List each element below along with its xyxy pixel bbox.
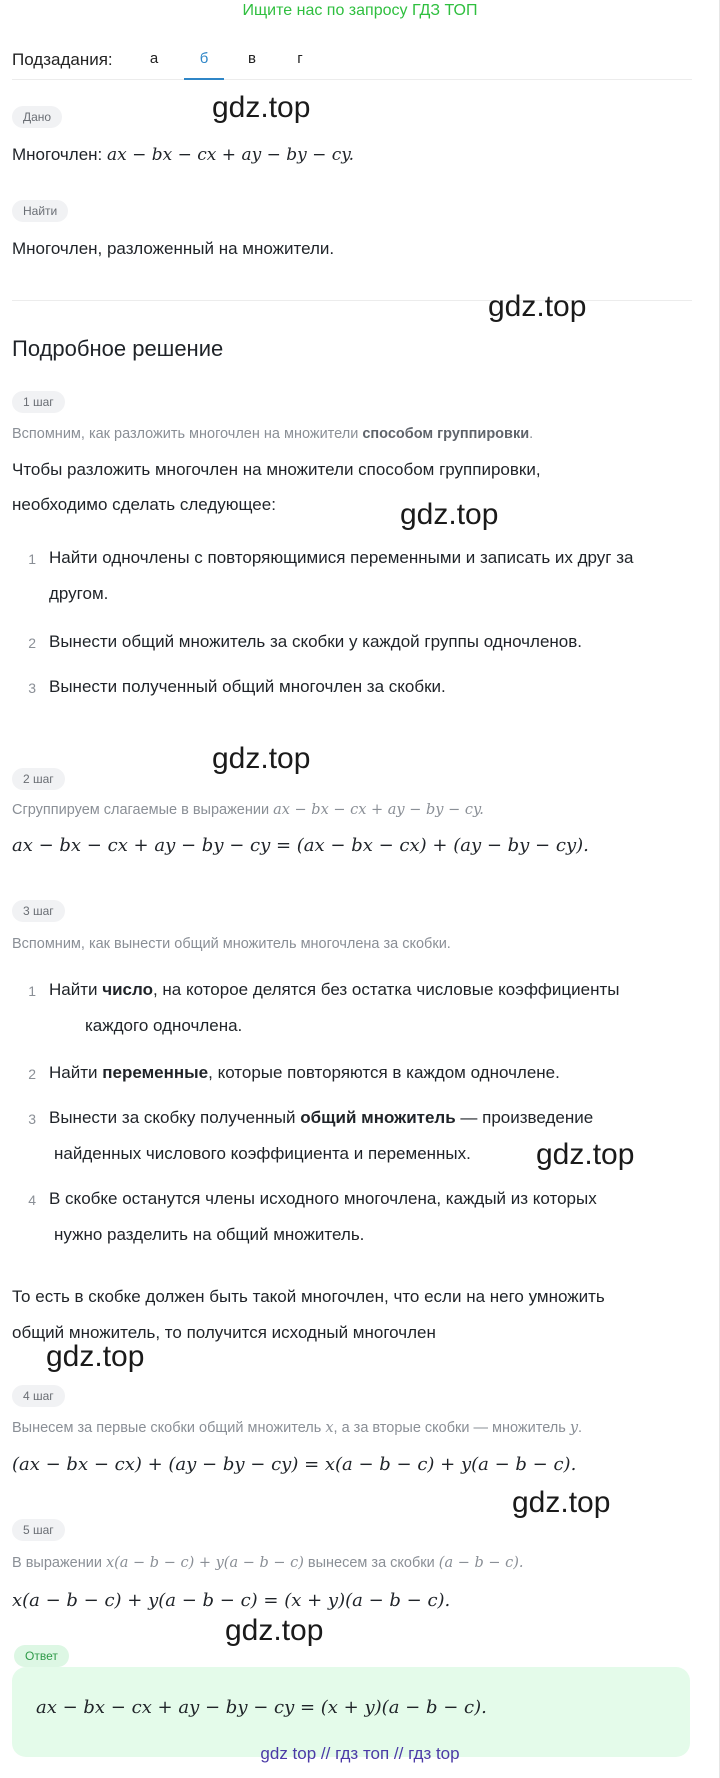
step4-note-a: Вынесем за первые скобки общий множитель xyxy=(12,1420,326,1436)
subtasks-label: Подзадания: xyxy=(12,50,113,69)
watermark: gdz.top xyxy=(488,290,587,323)
section-divider xyxy=(12,300,692,301)
step3-item4-number: 4 xyxy=(28,1192,36,1208)
step1-note xyxy=(12,424,533,444)
step1-item3-number: 3 xyxy=(28,680,36,696)
watermark: gdz.top xyxy=(46,1340,145,1373)
find-text: Многочлен, разложенный на множители. xyxy=(12,239,335,258)
step2-formula: ax − bx − cx + ay − by − cy = (ax − bx − cx) + (ay − by − cy). xyxy=(12,835,589,856)
given-prefix: Многочлен: xyxy=(12,145,107,164)
step1-note-a: Вспомним, как разложить многочлен на множители xyxy=(12,426,363,442)
step3-item4: В скобке останутся члены исходного многочлена, каждый из которых xyxy=(49,1189,597,1208)
step3-note: Вспомним, как вынести общий множитель многочлена за скобки. xyxy=(12,936,451,952)
step2-note-math: ax − bx − cx + ay − by − cy. xyxy=(273,802,484,818)
step1-item1-number: 1 xyxy=(28,551,36,567)
step4-note xyxy=(12,1418,582,1438)
step3-item2-c: , которые повторяются в каждом одночлене. xyxy=(208,1063,560,1082)
step4-note-y: y xyxy=(569,1420,579,1436)
step2-badge: 2 шаг xyxy=(12,768,65,790)
watermark: gdz.top xyxy=(512,1486,611,1519)
step5-note-math1: x(a − b − c) + y(a − b − c) xyxy=(105,1555,304,1571)
step3-item1-a: Найти xyxy=(49,980,103,999)
search-banner: Ищите нас по запросу ГДЗ ТОП xyxy=(242,2,478,19)
tab-g[interactable]: г xyxy=(297,50,303,67)
watermark: gdz.top xyxy=(212,91,311,124)
step5-note-a: В выражении xyxy=(12,1555,106,1571)
step3-item4-cont: нужно разделить на общий множитель. xyxy=(54,1225,365,1244)
watermark: gdz.top xyxy=(536,1138,635,1171)
step5-formula: x(a − b − c) + y(a − b − c) = (x + y)(a − b − c). xyxy=(12,1590,451,1611)
step2-note-text: Сгруппируем слагаемые в выражении xyxy=(12,802,274,818)
tabs-divider xyxy=(12,79,692,80)
step3-item3 xyxy=(49,1107,593,1129)
step5-note-b: вынесем за скобки xyxy=(303,1555,439,1571)
step1-item3: Вынести полученный общий многочлен за скобки. xyxy=(49,677,446,696)
solution-title: Подробное решение xyxy=(12,336,224,361)
step5-note xyxy=(12,1553,524,1573)
step4-note-x: x xyxy=(325,1420,334,1436)
watermark: gdz.top xyxy=(400,498,499,531)
footer-links[interactable]: gdz top // гдз топ // гдз top xyxy=(260,1744,460,1763)
step3-summary-line2: общий множитель, то получится исходный многочлен xyxy=(12,1323,436,1342)
step3-item3-number: 3 xyxy=(28,1111,36,1127)
watermark: gdz.top xyxy=(212,742,311,775)
step3-item1-bold: число xyxy=(102,980,153,999)
given-text xyxy=(12,144,354,166)
step3-item2 xyxy=(49,1062,560,1084)
step3-summary-line1: То есть в скобке должен быть такой многочлен, что если на него умножить xyxy=(12,1287,605,1306)
step1-line2: необходимо сделать следующее: xyxy=(12,495,276,514)
step3-badge: 3 шаг xyxy=(12,900,65,922)
step1-item1: Найти одночлены с повторяющимися переменными и записать их друг за xyxy=(49,548,634,567)
step3-item1-cont: каждого одночлена. xyxy=(85,1016,243,1035)
step1-line1: Чтобы разложить многочлен на множители способом группировки, xyxy=(12,460,541,479)
step5-note-math2: (a − b − c). xyxy=(438,1555,524,1571)
step4-badge: 4 шаг xyxy=(12,1385,65,1407)
step1-note-end: . xyxy=(529,426,534,442)
step5-badge: 5 шаг xyxy=(12,1519,65,1541)
step3-item1 xyxy=(49,979,620,1001)
step4-note-end: . xyxy=(578,1420,583,1436)
active-tab-indicator xyxy=(184,78,224,80)
find-badge: Найти xyxy=(12,200,68,222)
tab-v[interactable]: в xyxy=(248,50,256,67)
step2-note xyxy=(12,800,484,820)
step3-item1-c: , на которое делятся без остатка числовые коэффициенты xyxy=(152,980,620,999)
step3-item3-bold: общий множитель xyxy=(300,1108,456,1127)
step3-item3-c: — произведение xyxy=(455,1108,594,1127)
step4-formula: (ax − bx − cx) + (ay − by − cy) = x(a − b − c) + y(a − b − c). xyxy=(12,1454,577,1475)
step1-item1-cont: другом. xyxy=(49,584,109,603)
step3-item3-cont: найденных числового коэффициента и переменных. xyxy=(54,1144,471,1163)
step3-item1-number: 1 xyxy=(28,983,36,999)
step1-item2: Вынести общий множитель за скобки у каждой группы одночленов. xyxy=(49,632,583,651)
step3-item2-number: 2 xyxy=(28,1066,36,1082)
given-badge: Дано xyxy=(12,106,62,128)
step1-item2-number: 2 xyxy=(28,635,36,651)
step3-item2-a: Найти xyxy=(49,1063,103,1082)
step1-note-bold: способом группировки xyxy=(362,426,530,442)
given-polynomial: ax − bx − cx + ay − by − cy. xyxy=(106,145,355,165)
watermark: gdz.top xyxy=(225,1614,324,1647)
step1-badge: 1 шаг xyxy=(12,391,65,413)
answer-formula: ax − bx − cx + ay − by − cy = (x + y)(a − b − c). xyxy=(36,1697,487,1718)
tab-a[interactable]: а xyxy=(149,50,159,67)
step3-item3-a: Вынести за скобку полученный xyxy=(49,1108,301,1127)
tab-b[interactable]: б xyxy=(199,50,209,67)
step4-note-b: , а за вторые скобки — множитель xyxy=(333,1420,570,1436)
answer-badge: Ответ xyxy=(14,1645,69,1667)
step3-item2-bold: переменные xyxy=(102,1063,209,1082)
